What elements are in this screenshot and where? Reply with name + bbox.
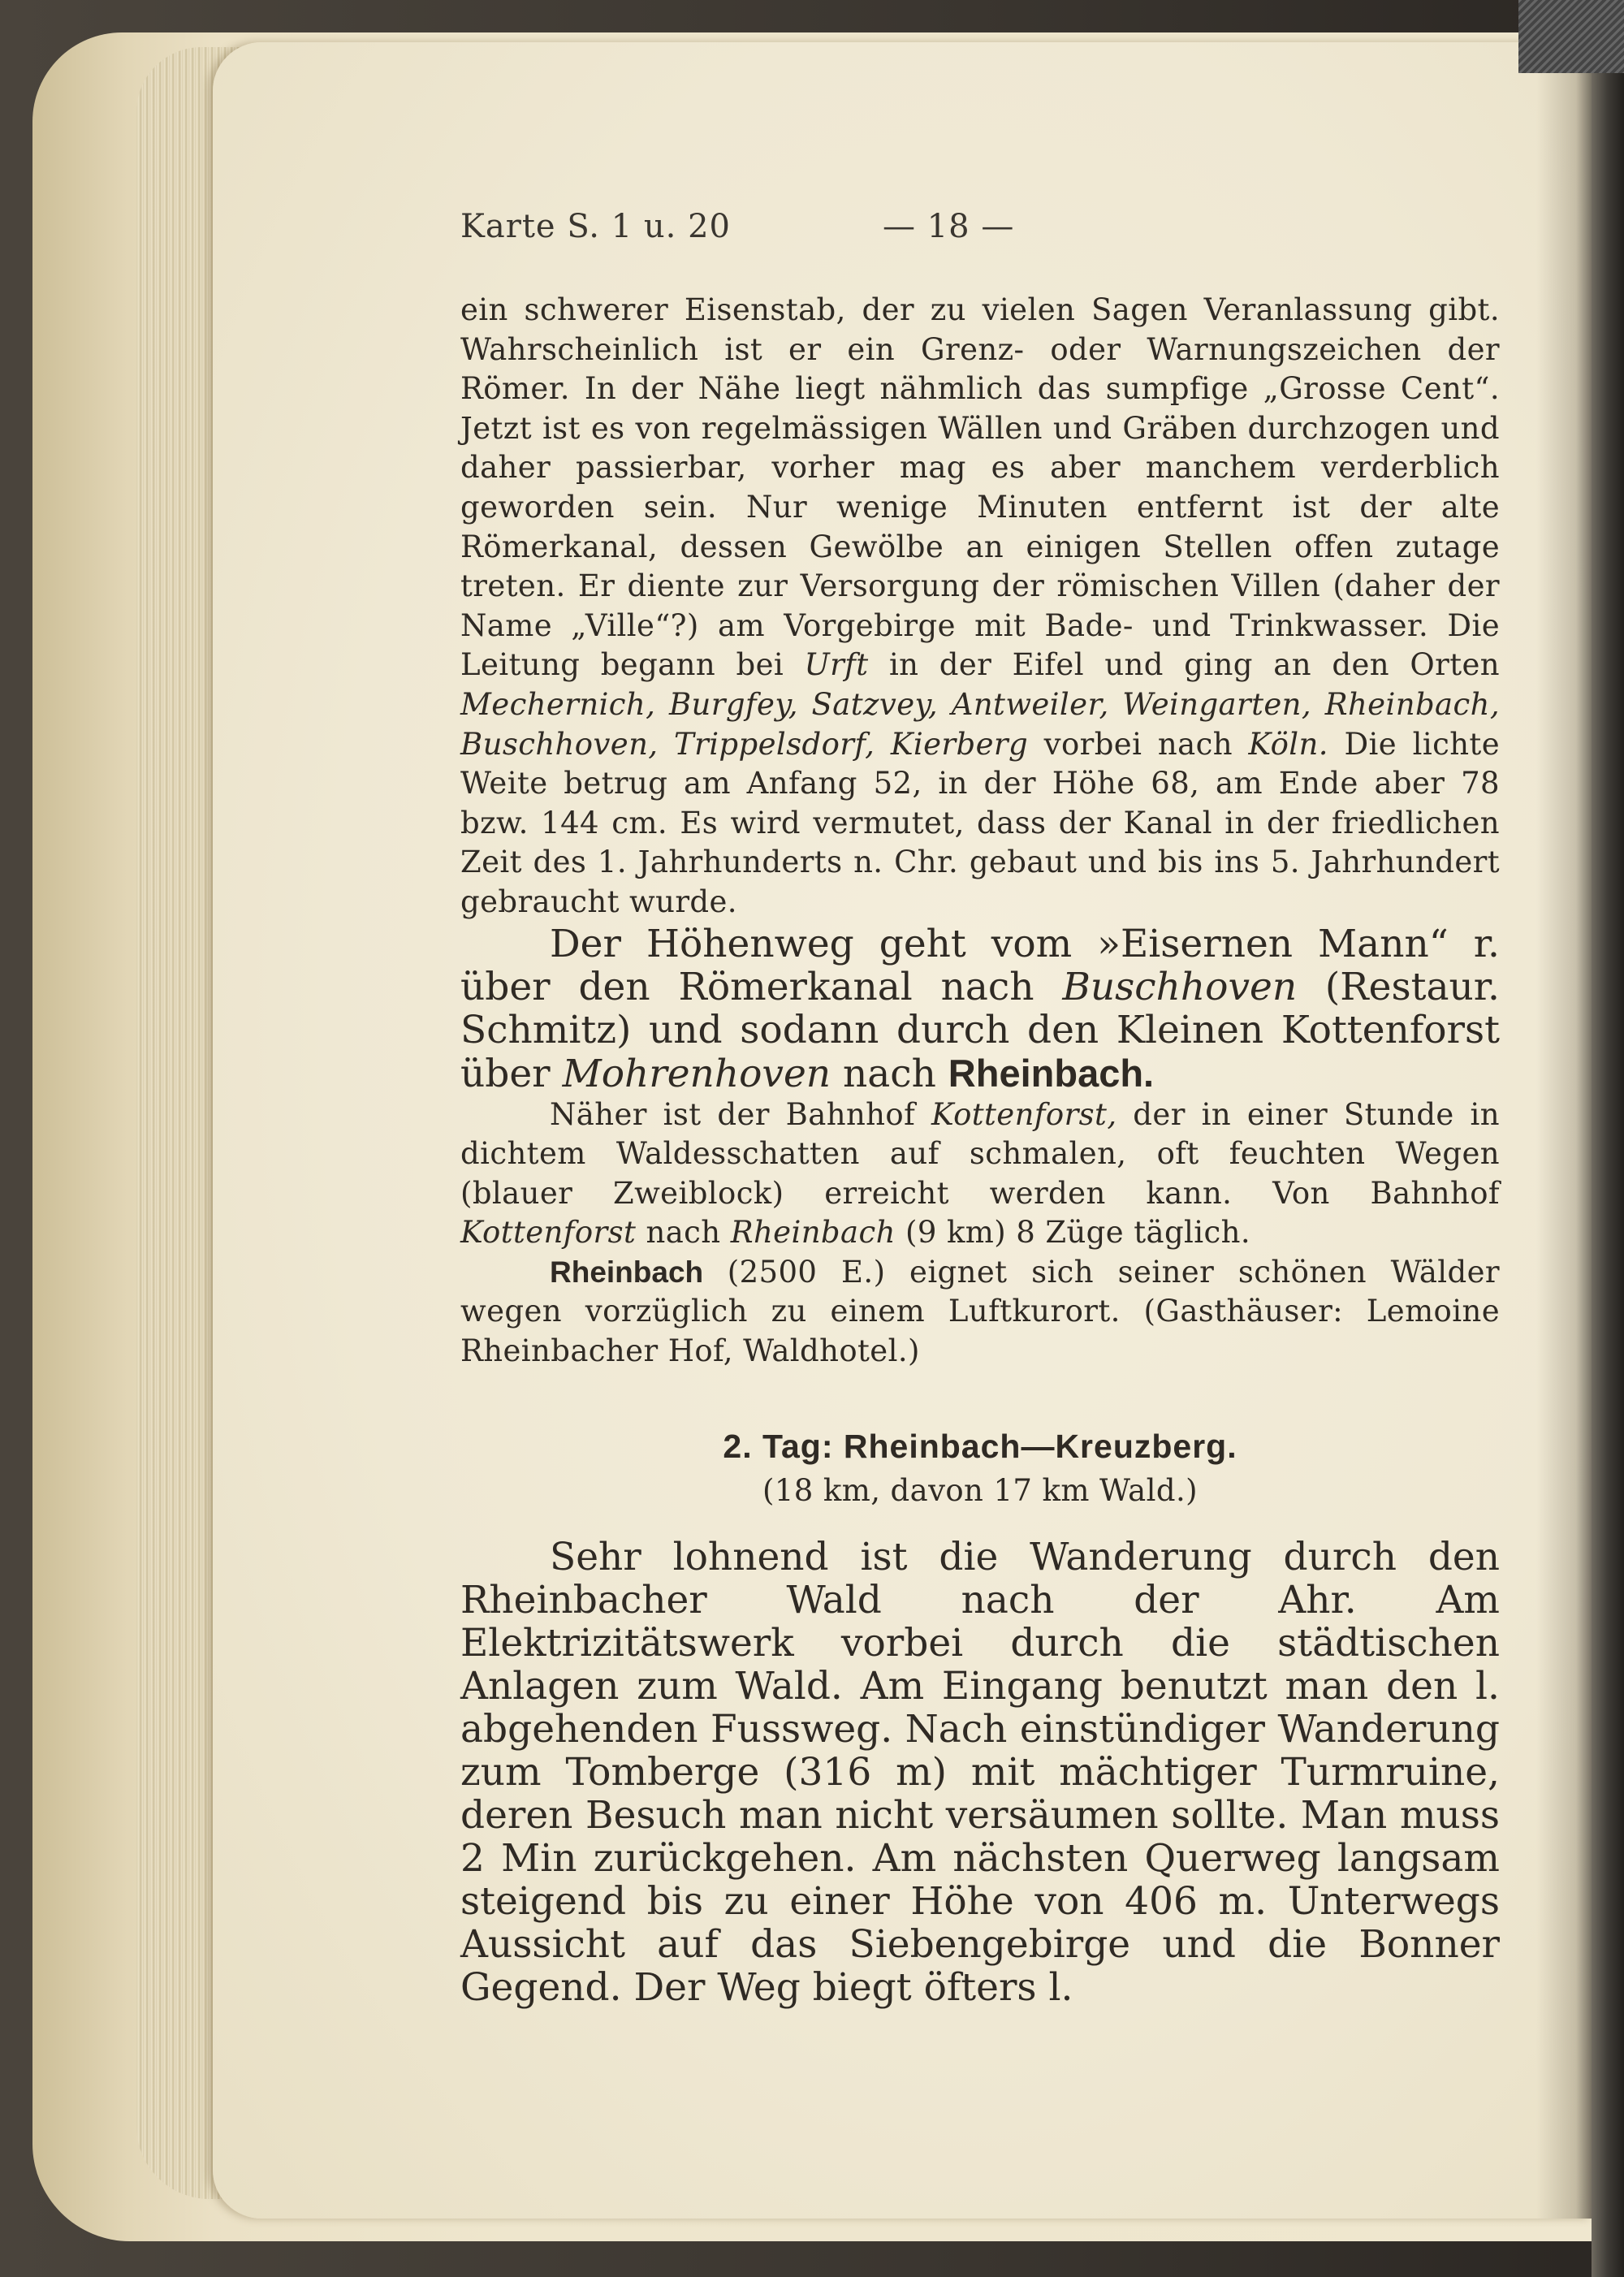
place-rheinbach-italic: Rheinbach bbox=[730, 1215, 896, 1251]
paragraph-roemerkanal: ein schwerer Eisenstab, der zu vielen Sagen Veranlassung gibt. Wahrscheinlich ist er ein Grenz- oder Warnungszeichen der Römer. In der Nähe liegt nähmlich das sumpfige „Grosse Cent“. Jetzt ist es von regelmässigen Wällen und Gräben durchzogen und daher passierbar, vorher mag es aber manchem verderblich geworden sein. Nur wenige Minuten entfernt ist der alte Römerkanal, dessen Gewölbe an einigen Stellen offen zutage treten. Er diente zur Versorgung der römischen Villen (daher der Name „Ville“?) am Vorgebirge mit Bade- und Trinkwasser. Die Leitung begann bei Urft in der Eifel und ging an den Orten Mechernich, Burgfey, Satzvey, Antweiler, Weingarten, Rheinbach, Buschhoven, Trippelsdorf, Kierberg vorbei nach Köln. Die lichte Weite betrug am Anfang 52, in der Höhe 68, am Ende aber 78 bzw. 144 cm. Es wird vermutet, dass der Kanal in der friedlichen Zeit des 1. Jahrhunderts n. Chr. gebaut und bis ins 5. Jahrhundert gebraucht wurde. bbox=[460, 292, 1500, 919]
place-rheinbach-heading: Rheinbach bbox=[550, 1255, 704, 1289]
page-gutter-shadow bbox=[1536, 42, 1593, 2219]
paragraph-rheinbach: Rheinbach (2500 E.) eignet sich seiner schönen Wälder wegen vorzüglich zu einem Luftkurort. (Gasthäuser: Lemoine Rheinbacher Hof, Waldhotel.) bbox=[460, 1254, 1500, 1369]
page-text bbox=[460, 291, 1500, 2009]
place-kottenforst-2: Kottenforst bbox=[460, 1215, 637, 1251]
section-title: 2. Tag: Rheinbach—Kreuzberg. bbox=[723, 1427, 1237, 1465]
paragraph-bahnhof: Näher ist der Bahnhof Kottenforst, der in einer Stunde in dichtem Waldesschatten auf schmalen, oft feuchten Wegen (blauer Zweiblock) erreicht werden kann. Von Bahnhof Kottenforst nach Rheinbach (9 km) 8 Züge täglich. bbox=[460, 1096, 1501, 1251]
place-rheinbach-bold: Rheinbach. bbox=[948, 1051, 1155, 1095]
place-kottenforst: Kottenforst, bbox=[931, 1096, 1117, 1132]
paragraph-hoehenweg: Der Höhenweg geht vom »Eisernen Mann“ r. über den Römerkanal nach Buschhoven (Restaur. Schmitz) und sodann durch den Kleinen Kottenforst über Mohrenhoven nach Rheinbach. bbox=[460, 921, 1500, 1096]
binding-corner bbox=[1518, 0, 1624, 73]
place-buschhoven: Buschhoven bbox=[1062, 964, 1298, 1009]
place-urft: Urft bbox=[804, 647, 869, 683]
place-list: Mechernich, Burgfey, Satzvey, Antweiler, Weingarten, Rheinbach, Buschhoven, Trippelsdorf, Kierberg bbox=[460, 686, 1500, 762]
page-number: — 18 — bbox=[883, 208, 1015, 245]
place-koeln: Köln. bbox=[1248, 726, 1328, 762]
place-mohrenhoven: Mohrenhoven bbox=[562, 1051, 831, 1096]
book-spine bbox=[1592, 0, 1624, 2277]
running-header bbox=[460, 203, 1516, 260]
map-reference: Karte S. 1 u. 20 bbox=[460, 208, 731, 245]
section-subtitle: (18 km, davon 17 km Wald.) bbox=[762, 1472, 1198, 1508]
paragraph-wanderung: Sehr lohnend ist die Wanderung durch den Rheinbacher Wald nach der Ahr. Am Elektrizitätswerk vorbei durch die städtischen Anlagen zum Wald. Am Eingang benutzt man den l. abgehenden Fussweg. Nach einstündiger Wanderung zum Tomberge (316 m) mit mächtiger Turmruine, deren Besuch man nicht versäumen sollte. Man muss 2 Min zurückgehen. Am nächsten Querweg langsam steigend bis zu einer Höhe von 406 m. Unterwegs Aussicht auf das Siebengebirge und die Bonner Gegend. Der Weg biegt öfters l. bbox=[460, 1534, 1500, 2010]
